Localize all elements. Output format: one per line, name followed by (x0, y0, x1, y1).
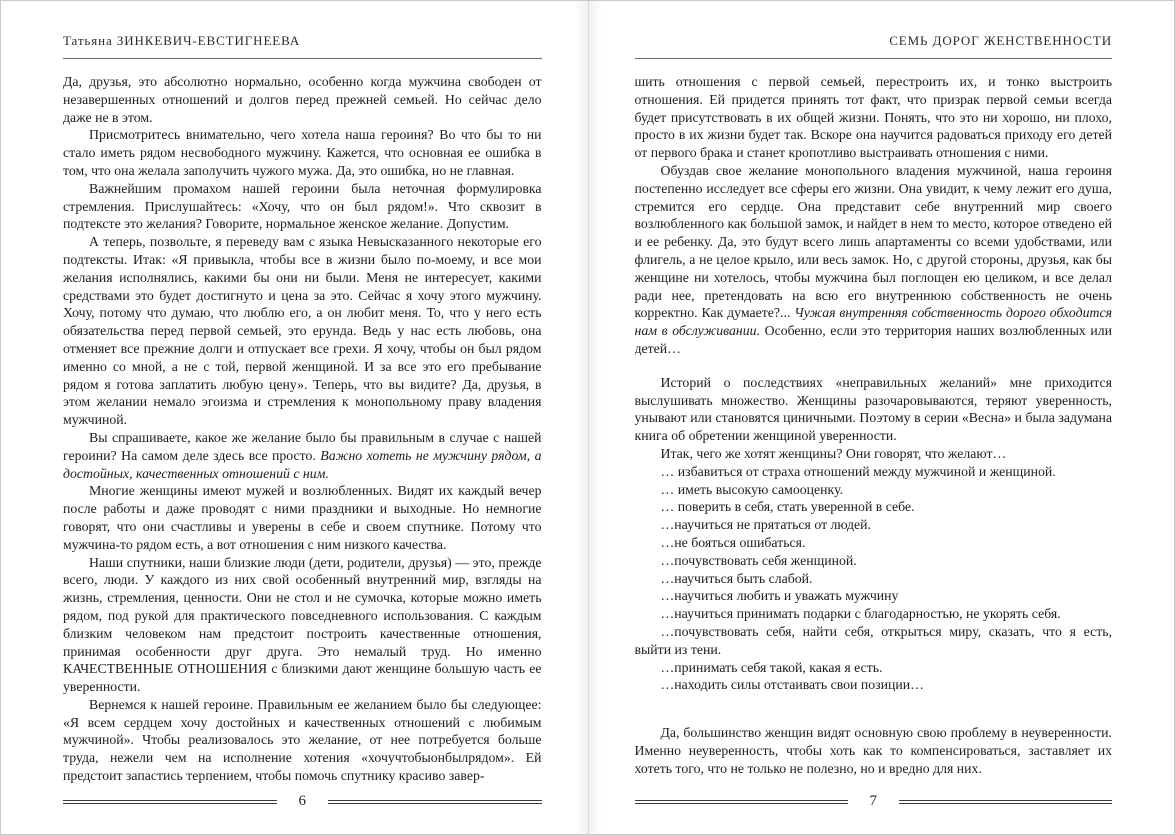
page-left (1, 1, 588, 834)
paragraph: Присмотритесь внимательно, чего хотела наша героиня? Во что бы то ни стало иметь рядом несвободного мужчину. Кажется, что основная ее ошибка в том, что она желала заполучить чужого мужа. Да, это ошибка, но не главная. (63, 127, 542, 178)
wish-list-item: … иметь высокую самооценку. (660, 481, 844, 497)
wish-list-item: … избавиться от страха отношений между мужчиной и женщиной. (660, 463, 1056, 479)
paragraph: шить отношения с первой семьей, перестроить их, и тонко выстроить отношения. Ей придется принять тот факт, что призрак первой семьи всегда будет присутствовать в их общей жизни. Понять, что это ни хорошо, ни плохо, просто в их жизни будет так. Вскоре она научится радоваться приходу его детей от первого брака и станет кропотливо выстраивать отношения с ними. (634, 74, 1112, 161)
page-right (588, 1, 1175, 834)
page-number-left: 6 (298, 793, 306, 809)
paragraph: Да, друзья, это абсолютно нормально, особенно когда мужчина свободен от незавершенных отношений и долгов перед прежней семьей. Но сейчас дело даже не в этом. (63, 74, 542, 125)
paragraph-text: Обуздав свое желание монопольного владения мужчиной, наша героиня постепенно исследует все сферы его жизни. Она увидит, к чему лежит его душа, стремится его сердце. Она представит себе внутренний мир своего возлюбленного как большой замок, и найдет в нем то место, которое отведено ей и ее ребенку. Да, это будут всего лишь апартаменты со всеми удобствами, или флигель, а не целое крыло, или весь замок. Но, с другой стороны, друзья, как бы женщине ни хотелось, чтобы мужчина был поглощен ею целиком, и все делал ради нее, претендовать на всю его внутреннюю собственность не очень корректно. Как думаете?... (634, 162, 1112, 321)
wish-list-item: …научиться любить и уважать мужчину (660, 588, 899, 604)
wish-list-item: …почувствовать себя, найти себя, открыться миру, сказать, что я есть, выйти из тени. (634, 623, 1112, 657)
paragraph-text: Вы спрашиваете, какое же желание было бы правильным в случае с нашей героини? На самом деле здесь все просто. (63, 429, 542, 463)
footer-rule-left (635, 800, 848, 804)
footer-rule-right (899, 800, 1112, 804)
wish-list-item: …научиться принимать подарки с благодарностью, не укорять себя. (660, 606, 1061, 622)
paragraph (63, 429, 542, 482)
page-number-right: 7 (869, 793, 877, 809)
page-footer-left (63, 785, 542, 810)
paragraph-emphasis: Чужая внутренняя собственность дорого обходится нам в обслуживании. (634, 305, 1112, 339)
page-footer-right (635, 785, 1113, 810)
wish-list-item: …научиться не прятаться от людей. (660, 517, 872, 533)
wish-list-item: …почувствовать себя женщиной. (660, 552, 857, 568)
wish-list-item: …научиться быть слабой. (660, 570, 813, 586)
footer-rule-right (328, 800, 542, 804)
paragraph: А теперь, позвольте, я переведу вам с языка Невысказанного некоторые его подтексты. Итак: «Я привыкла, чтобы все в жизни было по-моему, и все мои желания исполнялись, какими бы они ни были. Меня не интересует, какими средствами это будет достигнуто и цена за это. Сейчас я хочу этого мужчину. Хочу, потому что думаю, что люблю его, а он любит меня. То, что у него есть обязательства перед первой семьей, это ерунда. Ведь у нас есть любовь, она отменяет все прежние долги и отпускает все грехи. Я хочу, чтобы он был рядом именно со мной, а не с той, первой женщиной. И за все это его пребывание рядом я готова заплатить любую цену». Теперь, что вы видите? Да, друзья, в этом желании немало эгоизма и стремления к монопольному праву владения мужчиной. (63, 234, 542, 428)
wish-list-item: … поверить в себя, стать уверенной в себе. (660, 499, 915, 515)
paragraph (635, 162, 1113, 358)
paragraph: Историй о последствиях «неправильных желаний» мне приходится выслушивать множество. Женщины разочаровываются, теряют уверенность, унывают или становятся циничными. Поэтому в серии «Весна» и была задумана книга об обретении женщиной уверенности. (634, 374, 1112, 444)
paragraph: Итак, чего же хотят женщины? Они говорят, что желают… (660, 445, 1007, 461)
left-page-body (63, 73, 542, 785)
paragraph: Вернемся к нашей героине. Правильным ее желанием было бы следующее: «Я всем сердцем хочу достойных и качественных отношений с любимым мужчиной». Чтобы реализовалось это желание, от нее потребуется больше труда, нежели чем на исполнение хотения «хочучтобыонбылрядом». Ей предстоит запастись терпением, чтобы помочь спутнику красиво завер- (63, 696, 542, 784)
running-header-author: Татьяна ЗИНКЕВИЧ-ЕВСТИГНЕЕВА (63, 33, 542, 59)
wish-list-item: …не бояться ошибаться. (660, 534, 806, 550)
paragraph: Многие женщины имеют мужей и возлюбленных. Видят их каждый вечер после работы и даже проводят с ними праздники и выходные. Но немногие говорят, что они счастливы и уверены в себе и своем спутнике. Потому что мужчина-то рядом есть, а вот отношения с ним низкого качества. (63, 483, 542, 552)
paragraph: Наши спутники, наши близкие люди (дети, родители, друзья) — это, прежде всего, люди. У каждого из них свой особенный внутренний мир, взгляды на жизнь, стремления, ценности. Они не стол и не сумочка, которые можно иметь рядом, под рукой для практического повседневного использования. С каждым близким человеком нам предстоит построить качественные отношения, принимая особенности друг друга. Это немалый труд. Но именно КАЧЕСТВЕННЫЕ ОТНОШЕНИЯ с близкими дают женщине большую часть ее уверенности. (63, 554, 542, 695)
running-header-book-title: СЕМЬ ДОРОГ ЖЕНСТВЕННОСТИ (635, 33, 1113, 59)
footer-rule-left (63, 800, 277, 804)
paragraph: Да, большинство женщин видят основную свою проблему в неуверенности. Именно неуверенность, чтобы хоть как то компенсироваться, заставляет их хотеть того, что не только не полезно, но и вредно для них. (634, 725, 1112, 776)
paragraph-text: Особенно, если это территория наших возлюбленных или детей… (634, 323, 1112, 356)
right-page-body (635, 73, 1113, 785)
wish-list-item: …находить силы отстаивать свои позиции… (660, 677, 924, 693)
paragraph: Важнейшим промахом нашей героини была неточная формулировка стремления. Прислушайтесь: «Хочу, что он был рядом!». Что сквозит в подтексте это желания? Говорите, нормальное женское желание. Допустим. (63, 180, 542, 232)
wish-list-item: …принимать себя такой, какая я есть. (660, 659, 883, 675)
paragraph-emphasis: Важно хотеть не мужчину рядом, а достойных, качественных отношений с ним. (63, 447, 542, 481)
